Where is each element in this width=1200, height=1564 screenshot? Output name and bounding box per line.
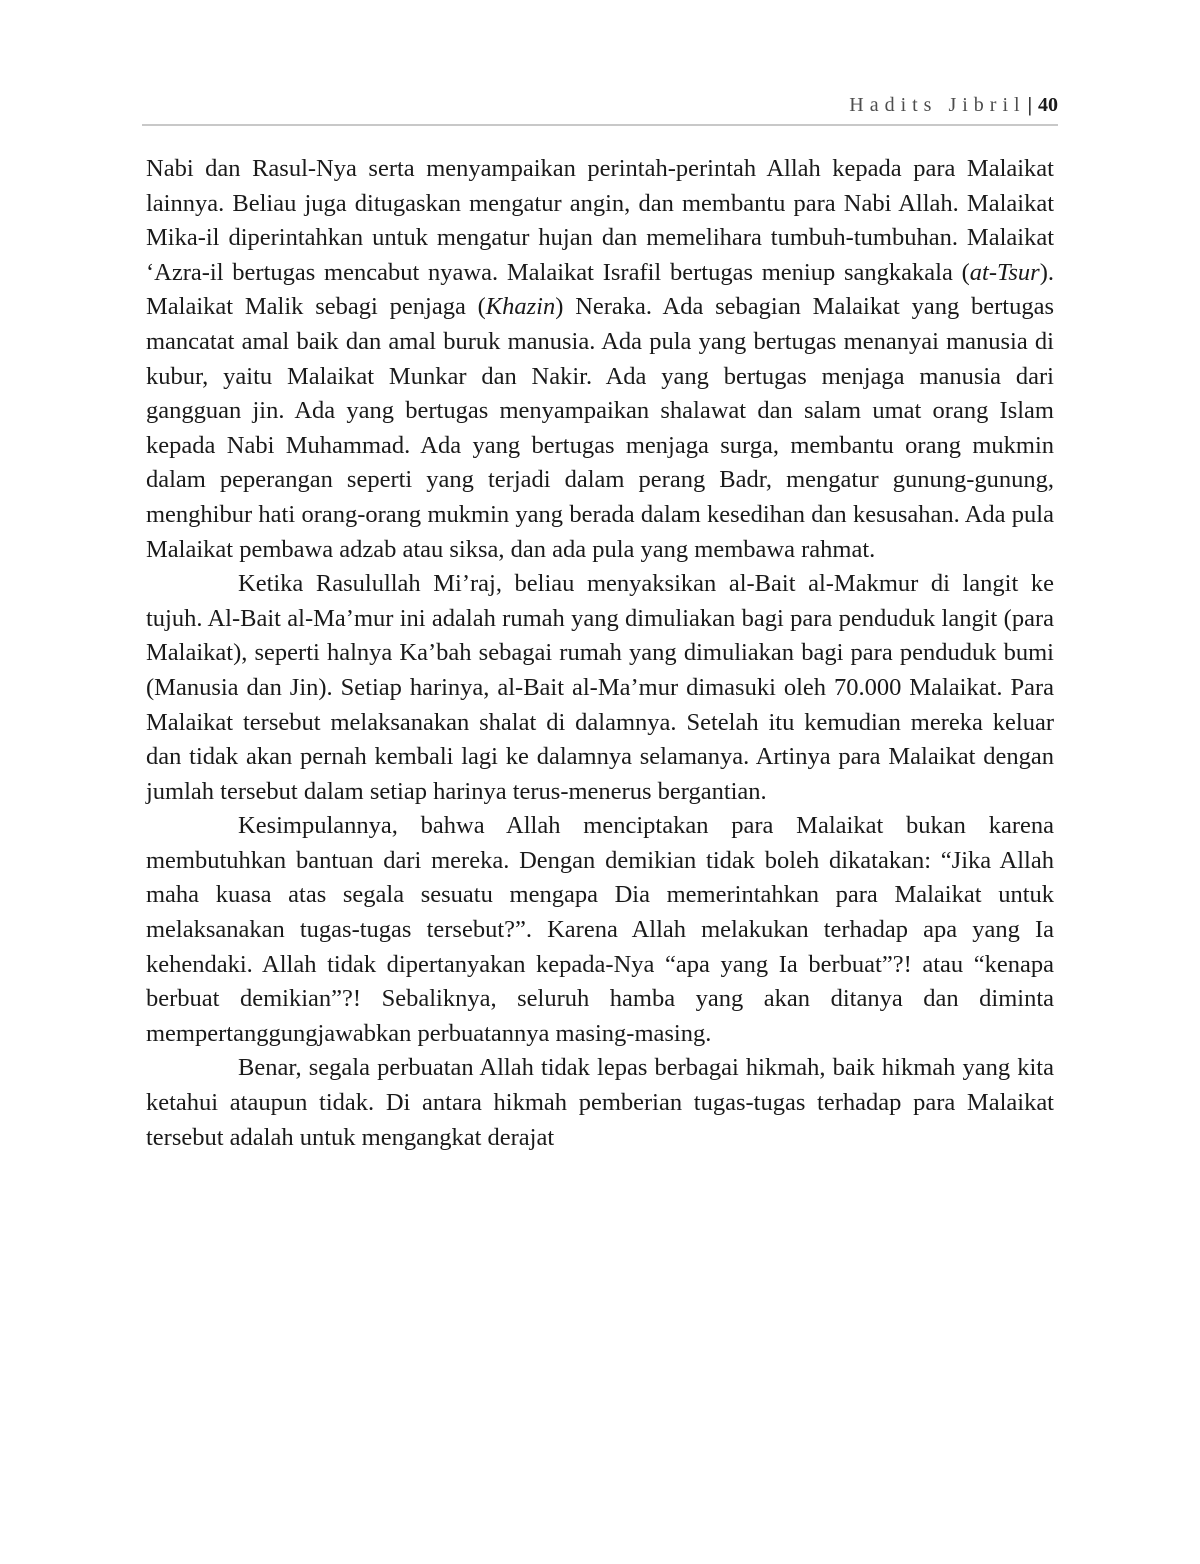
italic-term: Khazin (485, 293, 556, 321)
paragraph-text: ). Malaikat Malik sebagi penjaga ( (146, 258, 1054, 321)
header-title: Hadits Jibril (849, 94, 1026, 116)
header-rule (142, 124, 1058, 126)
paragraph (146, 567, 1054, 809)
header-separator: | (1027, 94, 1032, 116)
paragraph-text: Nabi dan Rasul-Nya serta menyampaikan perintah-perintah Allah kepada para Malaikat lainnya. Beliau juga ditugaskan mengatur angin, dan membantu para Nabi Allah. Malaikat Mika-il diperintahkan untuk mengatur hujan dan memelihara tumbuh-tumbuhan. Malaikat ‘Azra-il bertugas mencabut nyawa. Malaikat Israfil bertugas meniup sangkakala ( (146, 155, 1054, 286)
italic-term: at-Tsur (969, 258, 1040, 286)
paragraph (146, 152, 1054, 567)
paragraph (146, 809, 1054, 1051)
running-header (142, 94, 1058, 124)
page-number: 40 (1038, 94, 1058, 116)
paragraph-text: ) Neraka. Ada sebagian Malaikat yang bertugas mancatat amal baik dan amal buruk manusia. Ada pula yang bertugas menanyai manusia di kubur, yaitu Malaikat Munkar dan Nakir. Ada yang bertugas menjaga manusia dari gangguan jin. Ada yang bertugas menyampaikan shalawat dan salam umat orang Islam kepada Nabi Muhammad. Ada yang bertugas menjaga surga, membantu orang mukmin dalam peperangan seperti yang terjadi dalam perang Badr, mengatur gunung-gunung, menghibur hati orang-orang mukmin yang berada dalam kesedihan dan kesusahan. Ada pula Malaikat pembawa adzab atau siksa, dan ada pula yang membawa rahmat. (146, 293, 1055, 563)
paragraph-text: Kesimpulannya, bahwa Allah menciptakan para Malaikat bukan karena membutuhkan bantuan dari mereka. Dengan demikian tidak boleh dikatakan: “Jika Allah maha kuasa atas segala sesuatu mengapa Dia memerintahkan para Malaikat untuk melaksanakan tugas-tugas tersebut?”. Karena Allah melakukan terhadap apa yang Ia kehendaki. Allah tidak dipertanyakan kepada-Nya “apa yang Ia berbuat”?! atau “kenapa berbuat demikian”?! Sebaliknya, seluruh hamba yang akan ditanya dan diminta mempertanggungjawabkan perbuatannya masing-masing. (146, 812, 1054, 1047)
paragraph-text: Ketika Rasulullah Mi’raj, beliau menyaksikan al-Bait al-Makmur di langit ke tujuh. Al-Bait al-Ma’mur ini adalah rumah yang dimuliakan bagi para penduduk langit (para Malaikat), seperti halnya Ka’bah sebagai rumah yang dimuliakan bagi para penduduk bumi (Manusia dan Jin). Setiap harinya, al-Bait al-Ma’mur dimasuki oleh 70.000 Malaikat. Para Malaikat tersebut melaksanakan shalat di dalamnya. Setelah itu kemudian mereka keluar dan tidak akan pernah kembali lagi ke dalamnya selamanya. Artinya para Malaikat dengan jumlah tersebut dalam setiap harinya terus-menerus bergantian. (146, 570, 1054, 805)
paragraph-text: Benar, segala perbuatan Allah tidak lepas berbagai hikmah, baik hikmah yang kita ketahui ataupun tidak. Di antara hikmah pemberian tugas-tugas terhadap para Malaikat tersebut adalah untuk mengangkat derajat (146, 1054, 1054, 1151)
body-text (146, 152, 1054, 1155)
paragraph (146, 1051, 1054, 1155)
